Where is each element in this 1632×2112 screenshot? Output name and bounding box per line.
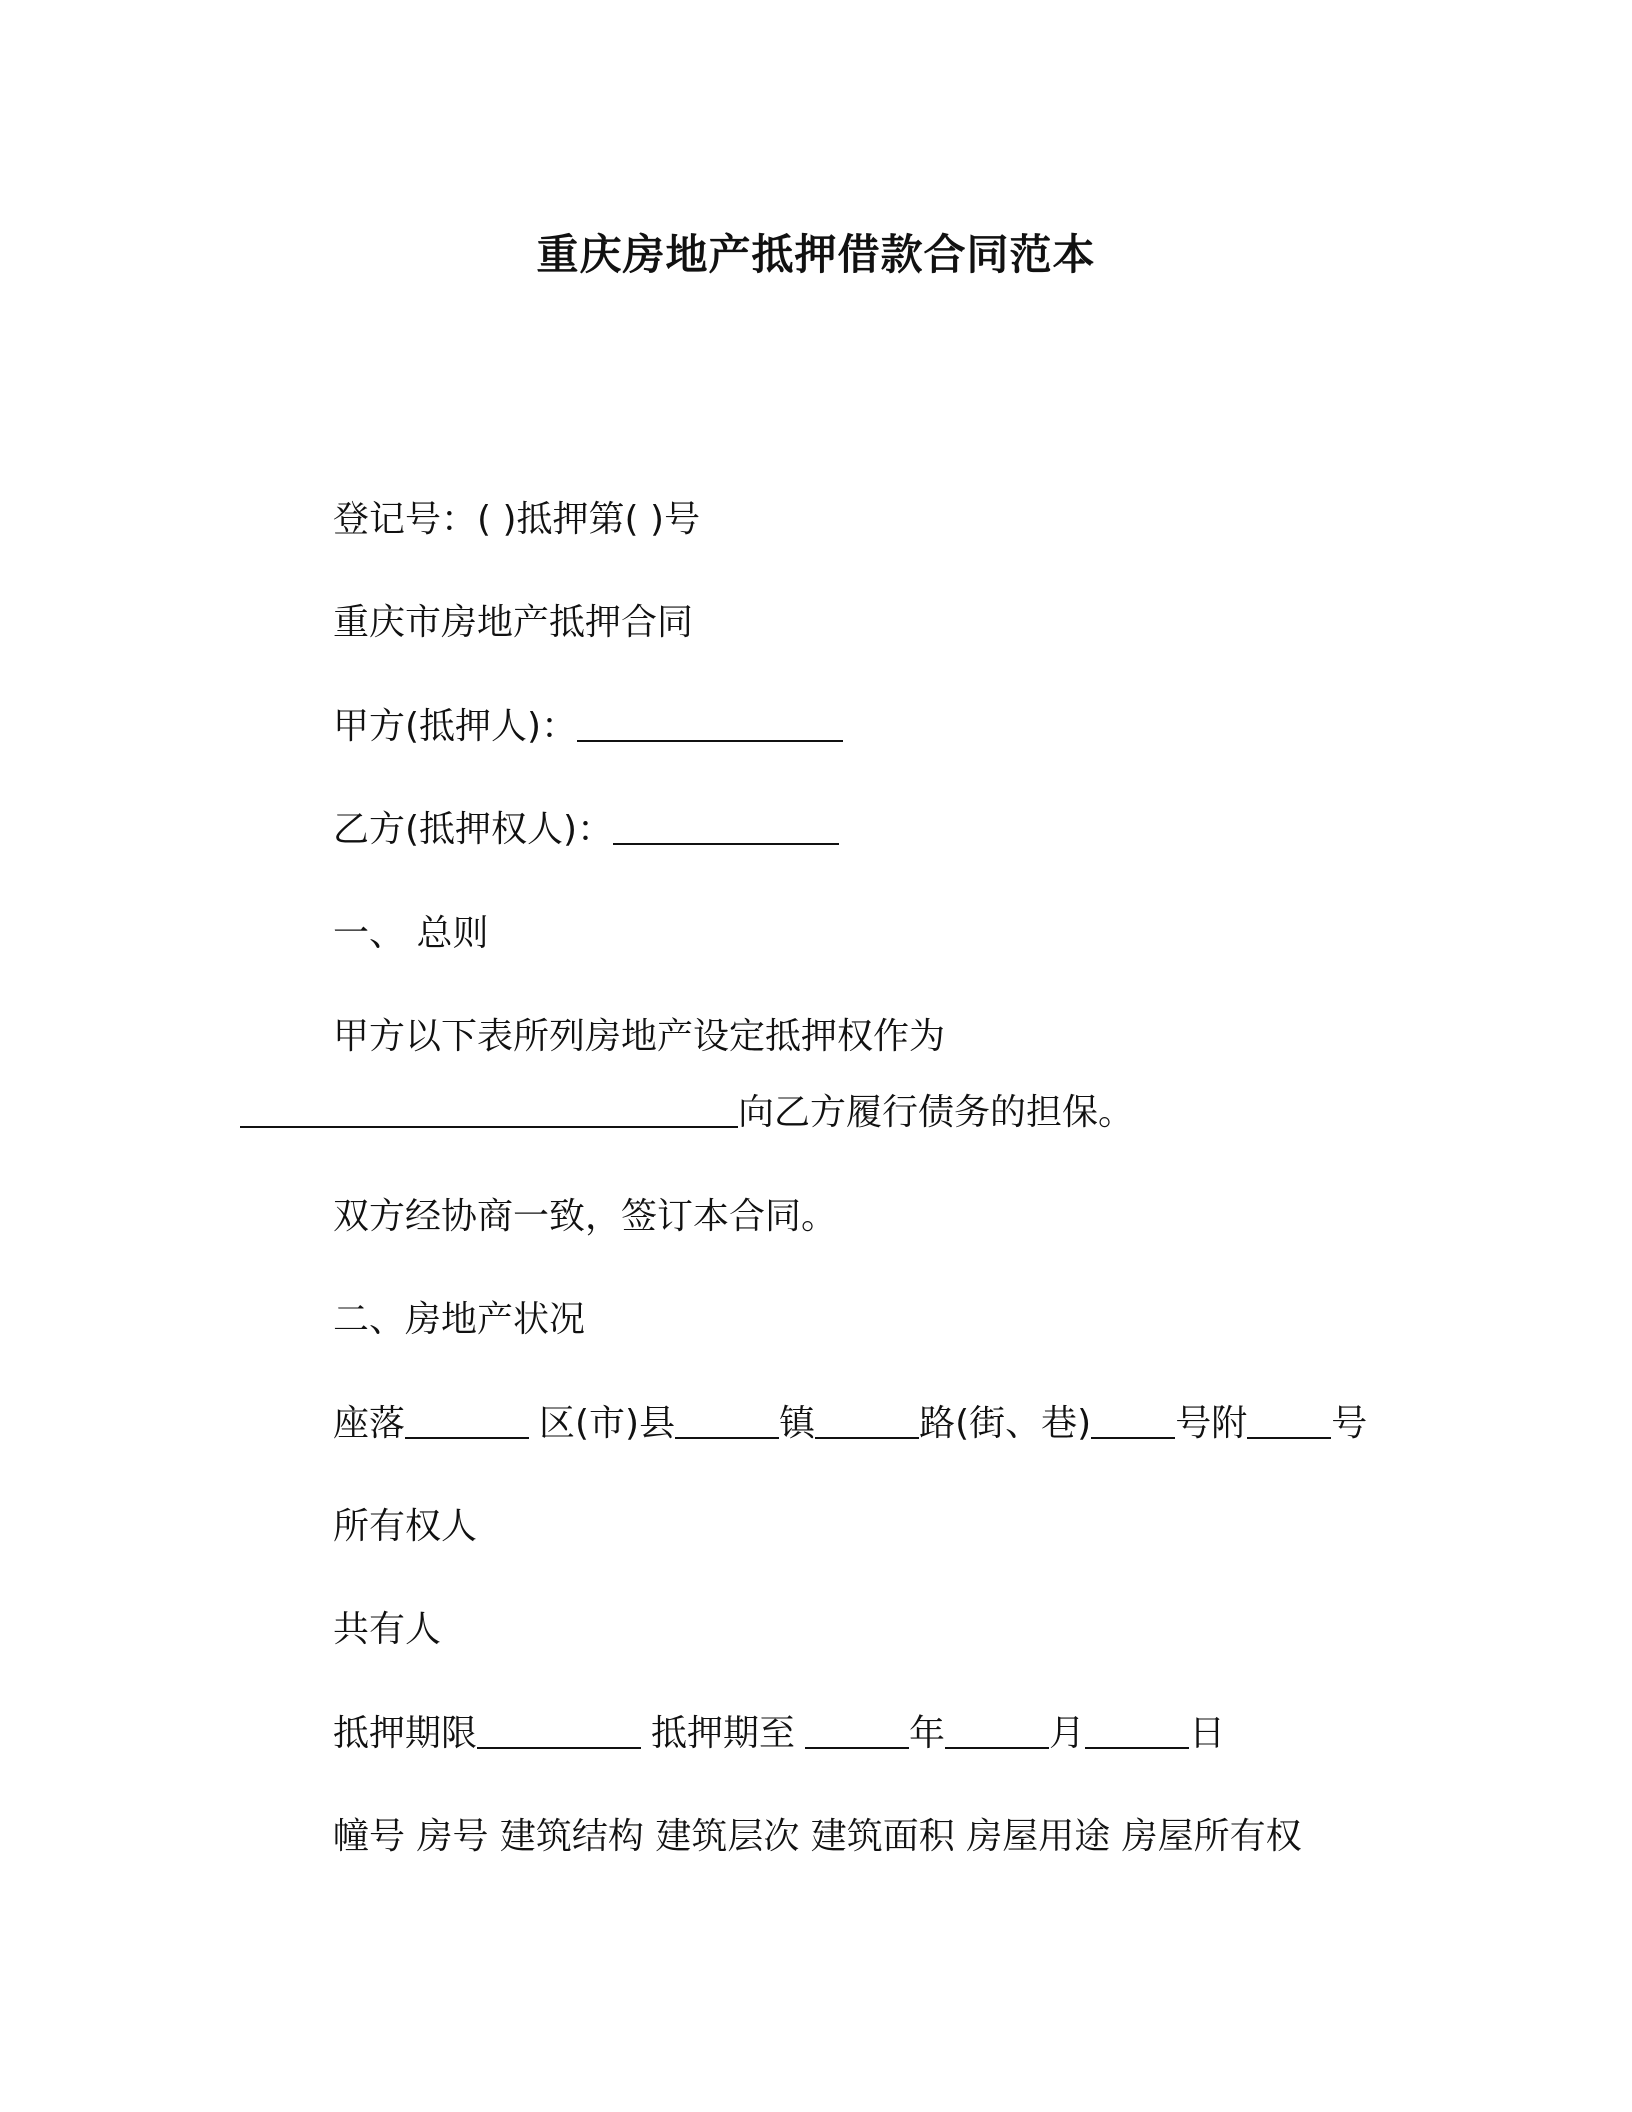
term-blank bbox=[477, 1715, 641, 1749]
registration-number: 登记号：( )抵押第( )号 bbox=[333, 499, 701, 540]
party-b-line bbox=[333, 806, 839, 854]
location-blank-3 bbox=[815, 1405, 919, 1439]
debt-blank bbox=[240, 1094, 738, 1128]
section-1-paragraph-2: 双方经协商一致，签订本合同。 bbox=[333, 1196, 838, 1237]
term-month: 月 bbox=[1049, 1713, 1086, 1754]
section-1-paragraph-line-1: 甲方以下表所列房地产设定抵押权作为 bbox=[333, 1016, 946, 1057]
location-num-attached: 号附 bbox=[1175, 1403, 1248, 1444]
section-1-paragraph-line-2 bbox=[240, 1089, 1134, 1137]
term-month-blank bbox=[945, 1715, 1049, 1749]
location-district: 区(市)县 bbox=[539, 1403, 676, 1444]
party-a-blank bbox=[577, 708, 843, 742]
term-label: 抵押期限 bbox=[333, 1713, 478, 1754]
party-a-label: 甲方(抵押人)： bbox=[333, 706, 578, 747]
location-prefix: 座落 bbox=[333, 1403, 406, 1444]
mortgage-term-line bbox=[333, 1710, 1225, 1758]
term-day: 日 bbox=[1189, 1713, 1226, 1754]
location-town: 镇 bbox=[779, 1403, 816, 1444]
location-blank-5 bbox=[1247, 1405, 1331, 1439]
party-b-label: 乙方(抵押权人)： bbox=[333, 809, 614, 850]
property-table-headers: 幢号 房号 建筑结构 建筑层次 建筑面积 房屋用途 房屋所有权 bbox=[333, 1816, 1302, 1857]
section-2-heading: 二、房地产状况 bbox=[333, 1299, 586, 1340]
section-1-paragraph-tail: 向乙方履行债务的担保。 bbox=[738, 1092, 1135, 1133]
property-location-line bbox=[333, 1400, 1367, 1448]
location-blank-4 bbox=[1091, 1405, 1175, 1439]
term-day-blank bbox=[1085, 1715, 1189, 1749]
term-year: 年 bbox=[909, 1713, 946, 1754]
location-num: 号 bbox=[1331, 1403, 1368, 1444]
location-blank-2 bbox=[675, 1405, 779, 1439]
location-road: 路(街、巷) bbox=[919, 1403, 1092, 1444]
contract-subtitle: 重庆市房地产抵押合同 bbox=[333, 602, 694, 643]
term-until: 抵押期至 bbox=[651, 1713, 796, 1754]
location-blank-1 bbox=[405, 1405, 529, 1439]
party-a-line bbox=[333, 703, 843, 751]
party-b-blank bbox=[613, 811, 839, 845]
term-year-blank bbox=[805, 1715, 909, 1749]
co-owner-label: 共有人 bbox=[333, 1609, 442, 1650]
document-title: 重庆房地产抵押借款合同范本 bbox=[536, 230, 1096, 279]
owner-label: 所有权人 bbox=[333, 1506, 478, 1547]
section-1-heading: 一、 总则 bbox=[333, 913, 489, 954]
